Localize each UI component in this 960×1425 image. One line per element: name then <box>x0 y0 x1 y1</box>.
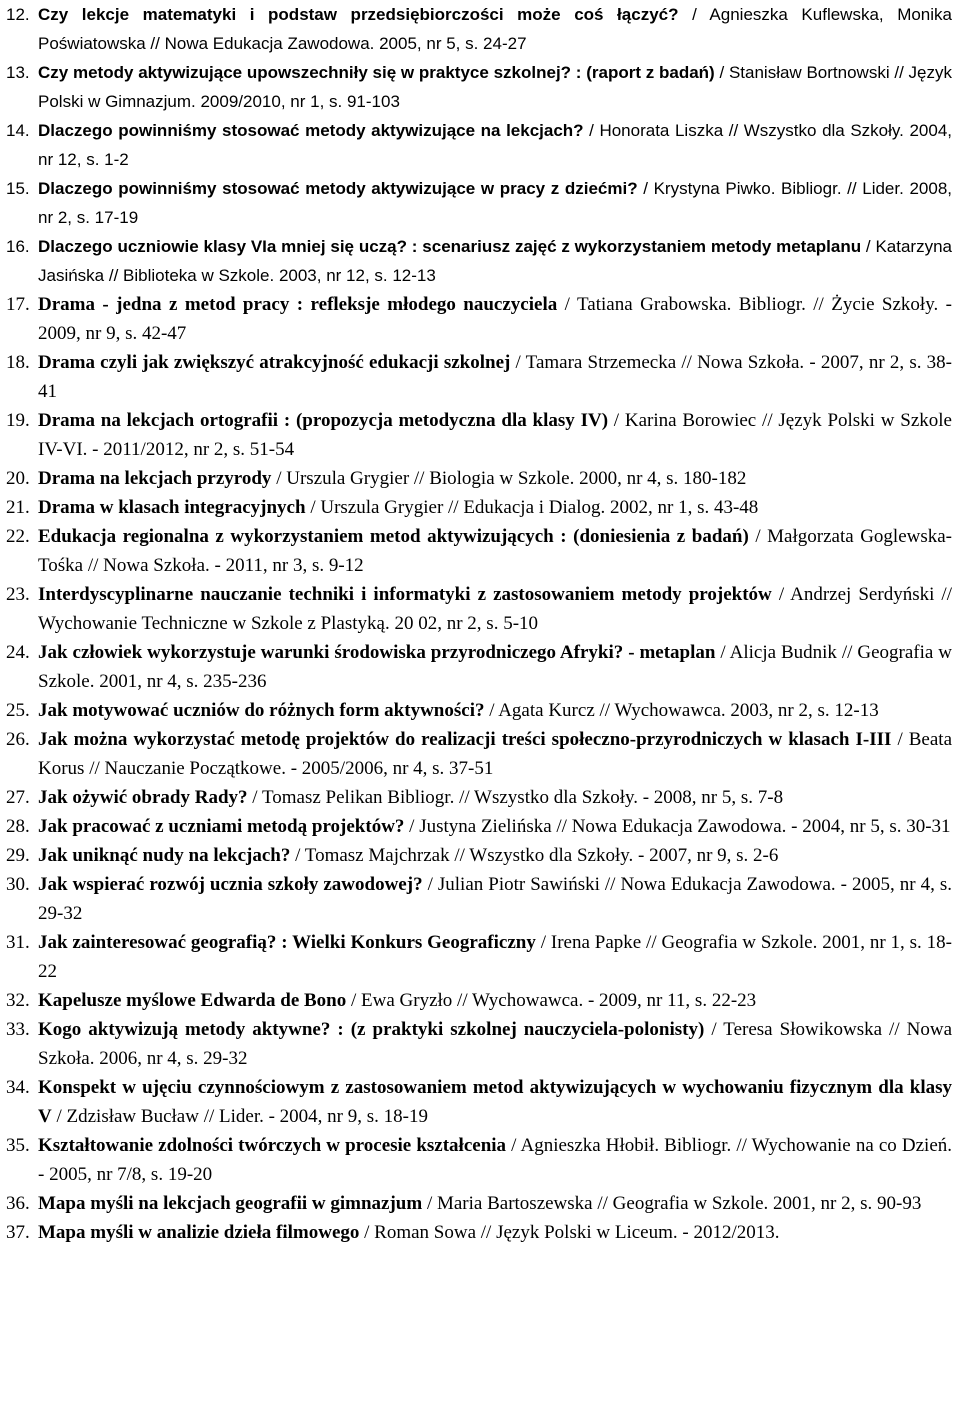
entry-title: Interdyscyplinarne nauczanie techniki i informatyki z zastosowaniem metody projektów <box>38 584 772 605</box>
entry-title: Edukacja regionalna z wykorzystaniem metod aktywizujących : (doniesienia z badań) <box>38 526 749 547</box>
entry-title: Jak ożywić obrady Rady? <box>38 787 248 808</box>
entry-number: 23. <box>6 584 30 605</box>
entry-title: Drama - jedna z metod pracy : refleksje młodego nauczyciela <box>38 294 558 315</box>
bibliography-entry <box>6 986 952 1015</box>
entry-text <box>38 464 952 493</box>
entry-text <box>38 1073 952 1131</box>
entry-citation: / Tatiana Grabowska. Bibliogr. // Życie Szkoły. - 2009, nr 9, s. 42-47 <box>38 294 952 344</box>
entry-citation: / Honorata Liszka // Wszystko dla Szkoły. 2004, nr 12, s. 1-2 <box>38 121 952 169</box>
entry-text <box>38 0 952 58</box>
entry-title: Jak zainteresować geografią? : Wielki Konkurs Geograficzny <box>38 932 536 953</box>
entry-title: Konspekt w ujęciu czynnościowym z zastosowaniem metod aktywizujących w wychowaniu fizycznym dla klasy V <box>38 1077 952 1127</box>
entry-text <box>38 406 952 464</box>
bibliography-entry <box>6 493 952 522</box>
entry-title: Drama na lekcjach ortografii : (propozycja metodyczna dla klasy IV) <box>38 410 609 431</box>
entry-text <box>38 841 952 870</box>
entry-number: 12. <box>6 5 30 24</box>
entry-text <box>38 348 952 406</box>
entry-number: 36. <box>6 1193 30 1214</box>
entry-title: Jak motywować uczniów do różnych form aktywności? <box>38 700 485 721</box>
bibliography-entry <box>6 348 952 406</box>
entry-text <box>38 1189 952 1218</box>
entry-number: 19. <box>6 410 30 431</box>
entry-citation: / Katarzyna Jasińska // Biblioteka w Szkole. 2003, nr 12, s. 12-13 <box>38 237 952 285</box>
entry-citation: / Stanisław Bortnowski // Język Polski w Gimnazjum. 2009/2010, nr 1, s. 91-103 <box>38 63 952 111</box>
entry-title: Dlaczego powinniśmy stosować metody aktywizujące w pracy z dziećmi? <box>38 179 638 198</box>
entry-citation: / Urszula Grygier // Edukacja i Dialog. 2002, nr 1, s. 43-48 <box>305 497 759 518</box>
entry-citation: / Małgorzata Goglewska-Tośka // Nowa Szkoła. - 2011, nr 3, s. 9-12 <box>38 526 952 576</box>
bibliography-entry <box>6 696 952 725</box>
bibliography-entry <box>6 725 952 783</box>
bibliography-entry <box>6 58 952 116</box>
entry-citation: / Zdzisław Bucław // Lider. - 2004, nr 9, s. 18-19 <box>51 1106 428 1127</box>
bibliography-entry <box>6 638 952 696</box>
entry-citation: / Tomasz Pelikan Bibliogr. // Wszystko dla Szkoły. - 2008, nr 5, s. 7-8 <box>247 787 784 808</box>
bibliography-entry <box>6 841 952 870</box>
bibliography-entry <box>6 406 952 464</box>
entry-citation: / Andrzej Serdyński // Wychowanie Techniczne w Szkole z Plastyką. 20 02, nr 2, s. 5-10 <box>38 584 952 634</box>
entry-number: 18. <box>6 352 30 373</box>
bibliography-entry <box>6 522 952 580</box>
entry-number: 32. <box>6 990 30 1011</box>
bibliography-entry <box>6 1015 952 1073</box>
entry-citation: / Tomasz Majchrzak // Wszystko dla Szkoły. - 2007, nr 9, s. 2-6 <box>290 845 779 866</box>
bibliography-entry <box>6 0 952 58</box>
entry-number: 17. <box>6 294 30 315</box>
entry-title: Jak pracować z uczniami metodą projektów? <box>38 816 405 837</box>
entry-text <box>38 928 952 986</box>
entry-number: 13. <box>6 63 30 82</box>
entry-text <box>38 1218 952 1247</box>
entry-text <box>38 870 952 928</box>
bibliography-entry <box>6 232 952 290</box>
bibliography-entry <box>6 290 952 348</box>
entry-title: Drama w klasach integracyjnych <box>38 497 306 518</box>
entry-number: 15. <box>6 179 30 198</box>
bibliography-entry <box>6 464 952 493</box>
entry-citation: / Teresa Słowikowska // Nowa Szkoła. 2006, nr 4, s. 29-32 <box>38 1019 953 1069</box>
entry-title: Drama na lekcjach przyrody <box>38 468 272 489</box>
entry-citation: / Karina Borowiec // Język Polski w Szkole IV-VI. - 2011/2012, nr 2, s. 51-54 <box>38 410 952 460</box>
entry-title: Czy lekcje matematyki i podstaw przedsiębiorczości może coś łączyć? <box>38 5 679 24</box>
entry-citation: / Agnieszka Kuflewska, Monika Poświatowska // Nowa Edukacja Zawodowa. 2005, nr 5, s. 24-27 <box>38 5 952 53</box>
bibliography-entry <box>6 116 952 174</box>
entry-number: 35. <box>6 1135 30 1156</box>
entry-text <box>38 493 952 522</box>
entry-title: Mapa myśli w analizie dzieła filmowego <box>38 1222 360 1243</box>
bibliography-entry <box>6 1073 952 1131</box>
bibliography-entry <box>6 783 952 812</box>
entry-citation: / Agata Kurcz // Wychowawca. 2003, nr 2, s. 12-13 <box>484 700 879 721</box>
entry-citation: / Ewa Gryzło // Wychowawca. - 2009, nr 11, s. 22-23 <box>346 990 757 1011</box>
entry-title: Czy metody aktywizujące upowszechniły się w praktyce szkolnej? : (raport z badań) <box>38 63 715 82</box>
bibliography-entry <box>6 1131 952 1189</box>
entry-number: 21. <box>6 497 30 518</box>
entry-text <box>38 1131 952 1189</box>
entry-number: 27. <box>6 787 30 808</box>
entry-text <box>38 232 952 290</box>
entry-text <box>38 174 952 232</box>
entry-text <box>38 58 952 116</box>
entry-citation: / Tamara Strzemecka // Nowa Szkoła. - 2007, nr 2, s. 38-41 <box>38 352 952 402</box>
entry-text <box>38 783 952 812</box>
entry-number: 30. <box>6 874 30 895</box>
bibliography-entry <box>6 1218 952 1247</box>
entry-citation: / Julian Piotr Sawiński // Nowa Edukacja Zawodowa. - 2005, nr 4, s. 29-32 <box>38 874 952 924</box>
bibliography-entry <box>6 870 952 928</box>
bibliography-entry <box>6 1189 952 1218</box>
entry-title: Dlaczego uczniowie klasy VIa mniej się uczą? : scenariusz zajęć z wykorzystaniem metody metaplanu <box>38 237 862 256</box>
entry-title: Kogo aktywizują metody aktywne? : (z praktyki szkolnej nauczyciela-polonisty) <box>38 1019 705 1040</box>
entry-number: 20. <box>6 468 30 489</box>
entry-title: Kształtowanie zdolności twórczych w procesie kształcenia <box>38 1135 507 1156</box>
entry-citation: / Justyna Zielińska // Nowa Edukacja Zawodowa. - 2004, nr 5, s. 30-31 <box>404 816 951 837</box>
entry-title: Drama czyli jak zwiększyć atrakcyjność edukacji szkolnej <box>38 352 511 373</box>
entry-number: 34. <box>6 1077 30 1098</box>
entry-title: Mapa myśli na lekcjach geografii w gimnazjum <box>38 1193 423 1214</box>
entry-citation: / Roman Sowa // Język Polski w Liceum. - 2012/2013. <box>359 1222 780 1243</box>
entry-number: 16. <box>6 237 30 256</box>
entry-text <box>38 580 952 638</box>
entry-number: 14. <box>6 121 30 140</box>
entry-text <box>38 116 952 174</box>
entry-citation: / Agnieszka Hłobił. Bibliogr. // Wychowanie na co Dzień. - 2005, nr 7/8, s. 19-20 <box>38 1135 953 1185</box>
entry-text <box>38 290 952 348</box>
entry-number: 31. <box>6 932 30 953</box>
entry-number: 26. <box>6 729 30 750</box>
entry-number: 28. <box>6 816 30 837</box>
entry-citation: / Maria Bartoszewska // Geografia w Szkole. 2001, nr 2, s. 90-93 <box>422 1193 922 1214</box>
entry-number: 37. <box>6 1222 30 1243</box>
bibliography-entry <box>6 928 952 986</box>
entry-citation: / Krystyna Piwko. Bibliogr. // Lider. 2008, nr 2, s. 17-19 <box>38 179 953 227</box>
entry-title: Jak można wykorzystać metodę projektów do realizacji treści społeczno-przyrodniczych w klasach I-III <box>38 729 892 750</box>
entry-number: 25. <box>6 700 30 721</box>
entry-title: Kapelusze myślowe Edwarda de Bono <box>38 990 347 1011</box>
bibliography-entry <box>6 580 952 638</box>
entry-title: Jak wspierać rozwój ucznia szkoły zawodowej? <box>38 874 423 895</box>
entry-text <box>38 812 952 841</box>
entry-text <box>38 1015 952 1073</box>
entry-citation: / Alicja Budnik // Geografia w Szkole. 2001, nr 4, s. 235-236 <box>38 642 953 692</box>
bibliography-entry <box>6 174 952 232</box>
entry-text <box>38 522 952 580</box>
entry-title: Jak człowiek wykorzystuje warunki środowiska przyrodniczego Afryki? - metaplan <box>38 642 716 663</box>
entry-title: Jak uniknąć nudy na lekcjach? <box>38 845 291 866</box>
entry-text <box>38 725 952 783</box>
entry-number: 29. <box>6 845 30 866</box>
entry-citation: / Beata Korus // Nauczanie Początkowe. - 2005/2006, nr 4, s. 37-51 <box>38 729 953 779</box>
entry-title: Dlaczego powinniśmy stosować metody aktywizujące na lekcjach? <box>38 121 584 140</box>
entry-number: 22. <box>6 526 30 547</box>
entry-number: 24. <box>6 642 30 663</box>
entry-citation: / Urszula Grygier // Biologia w Szkole. 2000, nr 4, s. 180-182 <box>271 468 747 489</box>
bibliography-entry <box>6 812 952 841</box>
entry-number: 33. <box>6 1019 30 1040</box>
entry-text <box>38 986 952 1015</box>
entry-text <box>38 638 952 696</box>
entry-citation: / Irena Papke // Geografia w Szkole. 2001, nr 1, s. 18-22 <box>38 932 952 982</box>
entry-text <box>38 696 952 725</box>
